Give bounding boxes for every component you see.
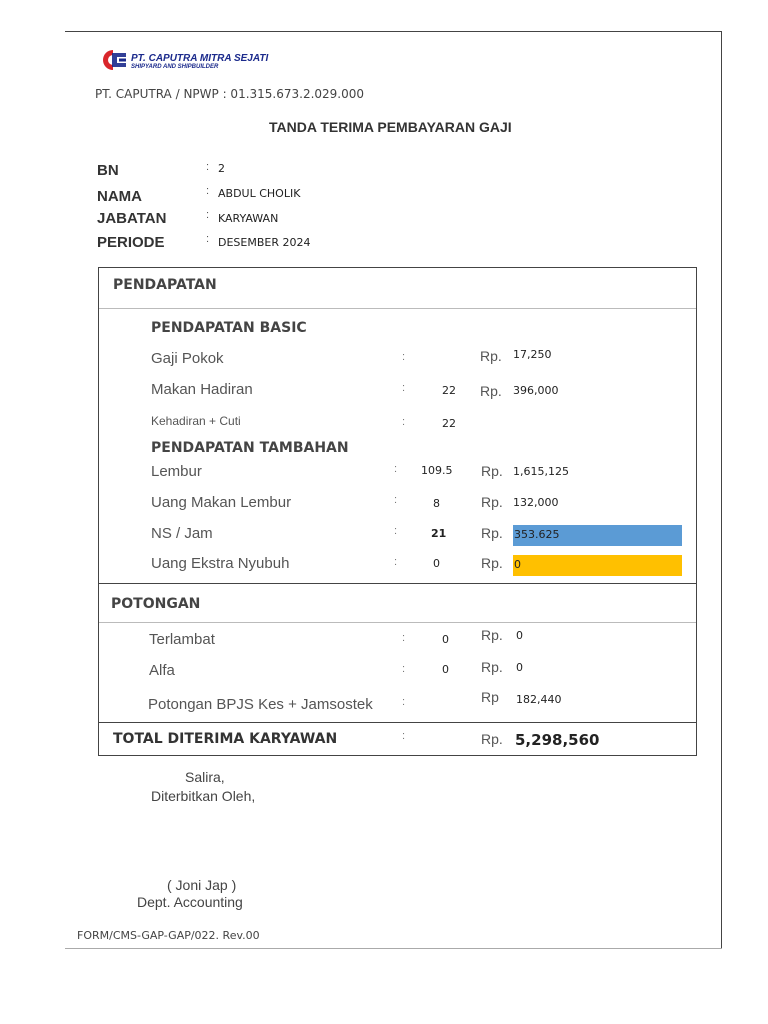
potongan-heading: POTONGAN [111, 596, 201, 612]
uang-ekstra-nyubuh-amount: 0 [514, 558, 521, 571]
salary-table [98, 267, 697, 756]
company-logo-name: PT. CAPUTRA MITRA SEJATI [131, 53, 269, 64]
bn-label: BN [97, 162, 119, 179]
lembur-label: Lembur [151, 463, 202, 480]
terlambat-qty: 0 [442, 633, 449, 646]
uang-makan-lembur-qty: 8 [433, 497, 440, 510]
colon: : [394, 556, 398, 568]
periode-label: PERIODE [97, 234, 165, 251]
nama-label: NAMA [97, 188, 142, 205]
npwp-line: PT. CAPUTRA / NPWP : 01.315.673.2.029.000 [95, 87, 365, 101]
colon: : [402, 696, 406, 708]
makan-hadiran-amount: 396,000 [513, 384, 559, 397]
kehadiran-cuti-label: Kehadiran + Cuti [151, 414, 241, 428]
pendapatan-heading: PENDAPATAN [113, 277, 217, 293]
signature-issued-by: Diterbitkan Oleh, [151, 788, 256, 804]
terlambat-amount: 0 [516, 629, 523, 642]
colon: : [402, 632, 406, 644]
currency-label: Rp. [481, 463, 503, 479]
currency-label: Rp. [481, 525, 503, 541]
colon: : [402, 730, 406, 742]
uang-ekstra-nyubuh-label: Uang Ekstra Nyubuh [151, 555, 290, 572]
kehadiran-cuti-qty: 22 [442, 417, 456, 430]
alfa-amount: 0 [516, 661, 523, 674]
pendapatan-basic-heading: PENDAPATAN BASIC [151, 320, 307, 336]
bpjs-amount: 182,440 [516, 693, 562, 706]
lembur-qty: 109.5 [421, 464, 453, 477]
bn-value: 2 [218, 162, 225, 175]
nama-value: ABDUL CHOLIK [218, 187, 301, 200]
colon: : [394, 525, 398, 537]
currency-label: Rp. [481, 494, 503, 510]
colon: : [394, 463, 398, 475]
makan-hadiran-label: Makan Hadiran [151, 381, 253, 398]
company-logo-icon [100, 48, 130, 72]
signature-city: Salira, [185, 769, 225, 785]
divider [99, 583, 696, 584]
total-label: TOTAL DITERIMA KARYAWAN [113, 731, 338, 747]
document-title: TANDA TERIMA PEMBAYARAN GAJI [269, 119, 512, 135]
uang-ekstra-nyubuh-highlight [513, 555, 682, 576]
lembur-amount: 1,615,125 [513, 465, 569, 478]
colon: : [402, 351, 406, 363]
colon: : [394, 494, 398, 506]
pendapatan-tambahan-heading: PENDAPATAN TAMBAHAN [151, 440, 349, 456]
ns-jam-amount: 353.625 [514, 528, 560, 541]
jabatan-colon: : [206, 209, 210, 221]
alfa-label: Alfa [149, 662, 175, 679]
uang-makan-lembur-label: Uang Makan Lembur [151, 494, 292, 511]
jabatan-value: KARYAWAN [218, 212, 279, 225]
colon: : [402, 382, 406, 394]
periode-colon: : [206, 233, 210, 245]
total-amount: 5,298,560 [515, 731, 600, 749]
currency-label: Rp. [481, 555, 503, 571]
currency-label: Rp [481, 689, 499, 705]
company-logo-tagline: SHIPYARD AND SHIPBUILDER [131, 64, 219, 70]
total-currency: Rp. [481, 731, 503, 747]
makan-hadiran-qty: 22 [442, 384, 456, 397]
terlambat-label: Terlambat [149, 631, 215, 648]
divider [99, 622, 696, 623]
colon: : [402, 663, 406, 675]
periode-value: DESEMBER 2024 [218, 236, 311, 249]
currency-label: Rp. [481, 659, 503, 675]
ns-jam-label: NS / Jam [151, 525, 213, 542]
uang-ekstra-nyubuh-qty: 0 [433, 557, 440, 570]
nama-colon: : [206, 185, 210, 197]
divider [99, 308, 696, 309]
alfa-qty: 0 [442, 663, 449, 676]
bn-colon: : [206, 161, 210, 173]
signature-dept: Dept. Accounting [137, 894, 243, 910]
jabatan-label: JABATAN [97, 210, 167, 227]
currency-label: Rp. [480, 383, 502, 399]
uang-makan-lembur-amount: 132,000 [513, 496, 559, 509]
currency-label: Rp. [481, 627, 503, 643]
bpjs-label: Potongan BPJS Kes + Jamsostek [148, 696, 373, 713]
signature-name: ( Joni Jap ) [167, 877, 237, 893]
colon: : [402, 416, 406, 428]
ns-jam-qty: 21 [431, 527, 447, 540]
gaji-pokok-amount: 17,250 [513, 348, 552, 361]
form-code: FORM/CMS-GAP-GAP/022. Rev.00 [77, 929, 260, 942]
currency-label: Rp. [480, 348, 502, 364]
gaji-pokok-label: Gaji Pokok [151, 350, 224, 367]
divider [99, 722, 696, 723]
page-bottom-border [65, 948, 722, 949]
